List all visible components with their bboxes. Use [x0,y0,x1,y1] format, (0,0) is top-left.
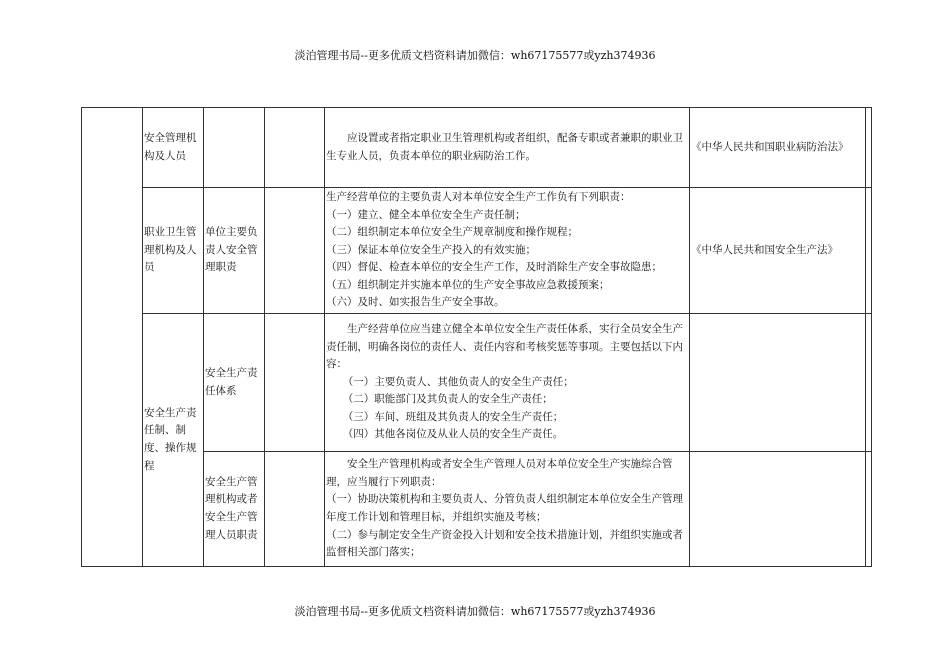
category-cell: 职业卫生管理机构及人员 [143,188,204,314]
category-cell: 安全管理机构及人员 [143,108,204,188]
blank-cell [866,188,872,314]
list-item: （五）组织制定并实施本单位的生产安全事故应急救援预案； [326,278,610,291]
blank-cell [265,314,325,452]
basis-cell: 《中华人民共和国职业病防治法》 [690,108,866,188]
list-item: （一）建立、健全本单位安全生产责任制； [326,208,526,221]
list-item: （四）督促、检查本单位的安全生产工作，及时消除生产安全事故隐患； [326,261,662,274]
list-item: （六）及时、如实报告生产安全事故。 [326,296,505,309]
item-cell: 安全生产责任体系 [204,314,265,452]
blank-cell [265,452,325,567]
list-item: （三）车间、班组及其负责人的安全生产责任； [342,410,564,423]
page-footer: 淡泊管理书局--更多优质文档资料请加微信：wh67175577或yzh374936 [294,605,656,618]
basis-cell: 《中华人民共和国安全生产法》 [690,188,866,314]
blank-cell [82,108,143,567]
blank-cell [866,108,872,188]
blank-cell [265,188,325,314]
content-intro: 安全生产管理机构或者安全生产管理人员对本单位安全生产实施综合管理，应当履行下列职责： [326,458,673,488]
list-item: （四）其他各岗位及从业人员的安全生产责任。 [342,428,564,441]
category-cell: 安全生产责任制、制度、操作规程 [143,314,204,567]
list-item: （一）协助决策机构和主要负责人、分管负责人组织制定本单位安全生产管理年度工作计划和管理目标，并组织实施及考核； [326,493,683,523]
table-row [82,314,872,452]
content-intro: 生产经营单位的主要负责人对本单位安全生产工作负有下列职责： [326,190,631,203]
blank-cell [265,108,325,188]
list-item: （三）保证本单位安全生产投入的有效实施； [326,243,536,256]
item-cell: 单位主要负责人安全管理职责 [204,188,265,314]
blank-cell [690,452,866,567]
list-item: （一）主要负责人、其他负责人的安全生产责任； [342,375,574,388]
table-row [82,188,872,314]
list-item: （二）参与制定安全生产资金投入计划和安全技术措施计划，并组织实施或者监督相关部门落实； [326,528,683,559]
page-header: 淡泊管理书局--更多优质文档资料请加微信：wh67175577或yzh374936 [294,49,656,62]
item-cell: 安全生产管理机构或者安全生产管理人员职责 [204,452,265,567]
blank-cell [690,314,866,452]
content-cell [325,314,690,452]
content-intro: 生产经营单位应当建立健全本单位安全生产责任体系，实行全员安全生产责任制，明确各岗位的责任人、责任内容和考核奖惩等事项。主要包括以下内容： [326,322,683,371]
blank-cell [204,108,265,188]
table-row [82,108,872,188]
list-item: （二）组织制定本单位安全生产规章制度和操作规程； [326,226,578,239]
content-cell [325,188,690,314]
list-item: （二）职能部门及其负责人的安全生产责任； [342,393,553,406]
blank-cell [866,314,872,452]
content-text: 应设置或者指定职业卫生管理机构或者组织，配备专职或者兼职的职业卫生专业人员，负责本单位的职业病防治工作。 [326,131,683,162]
content-cell [325,452,690,567]
content-cell [325,108,690,188]
regulation-table [81,107,872,567]
blank-cell [866,452,872,567]
